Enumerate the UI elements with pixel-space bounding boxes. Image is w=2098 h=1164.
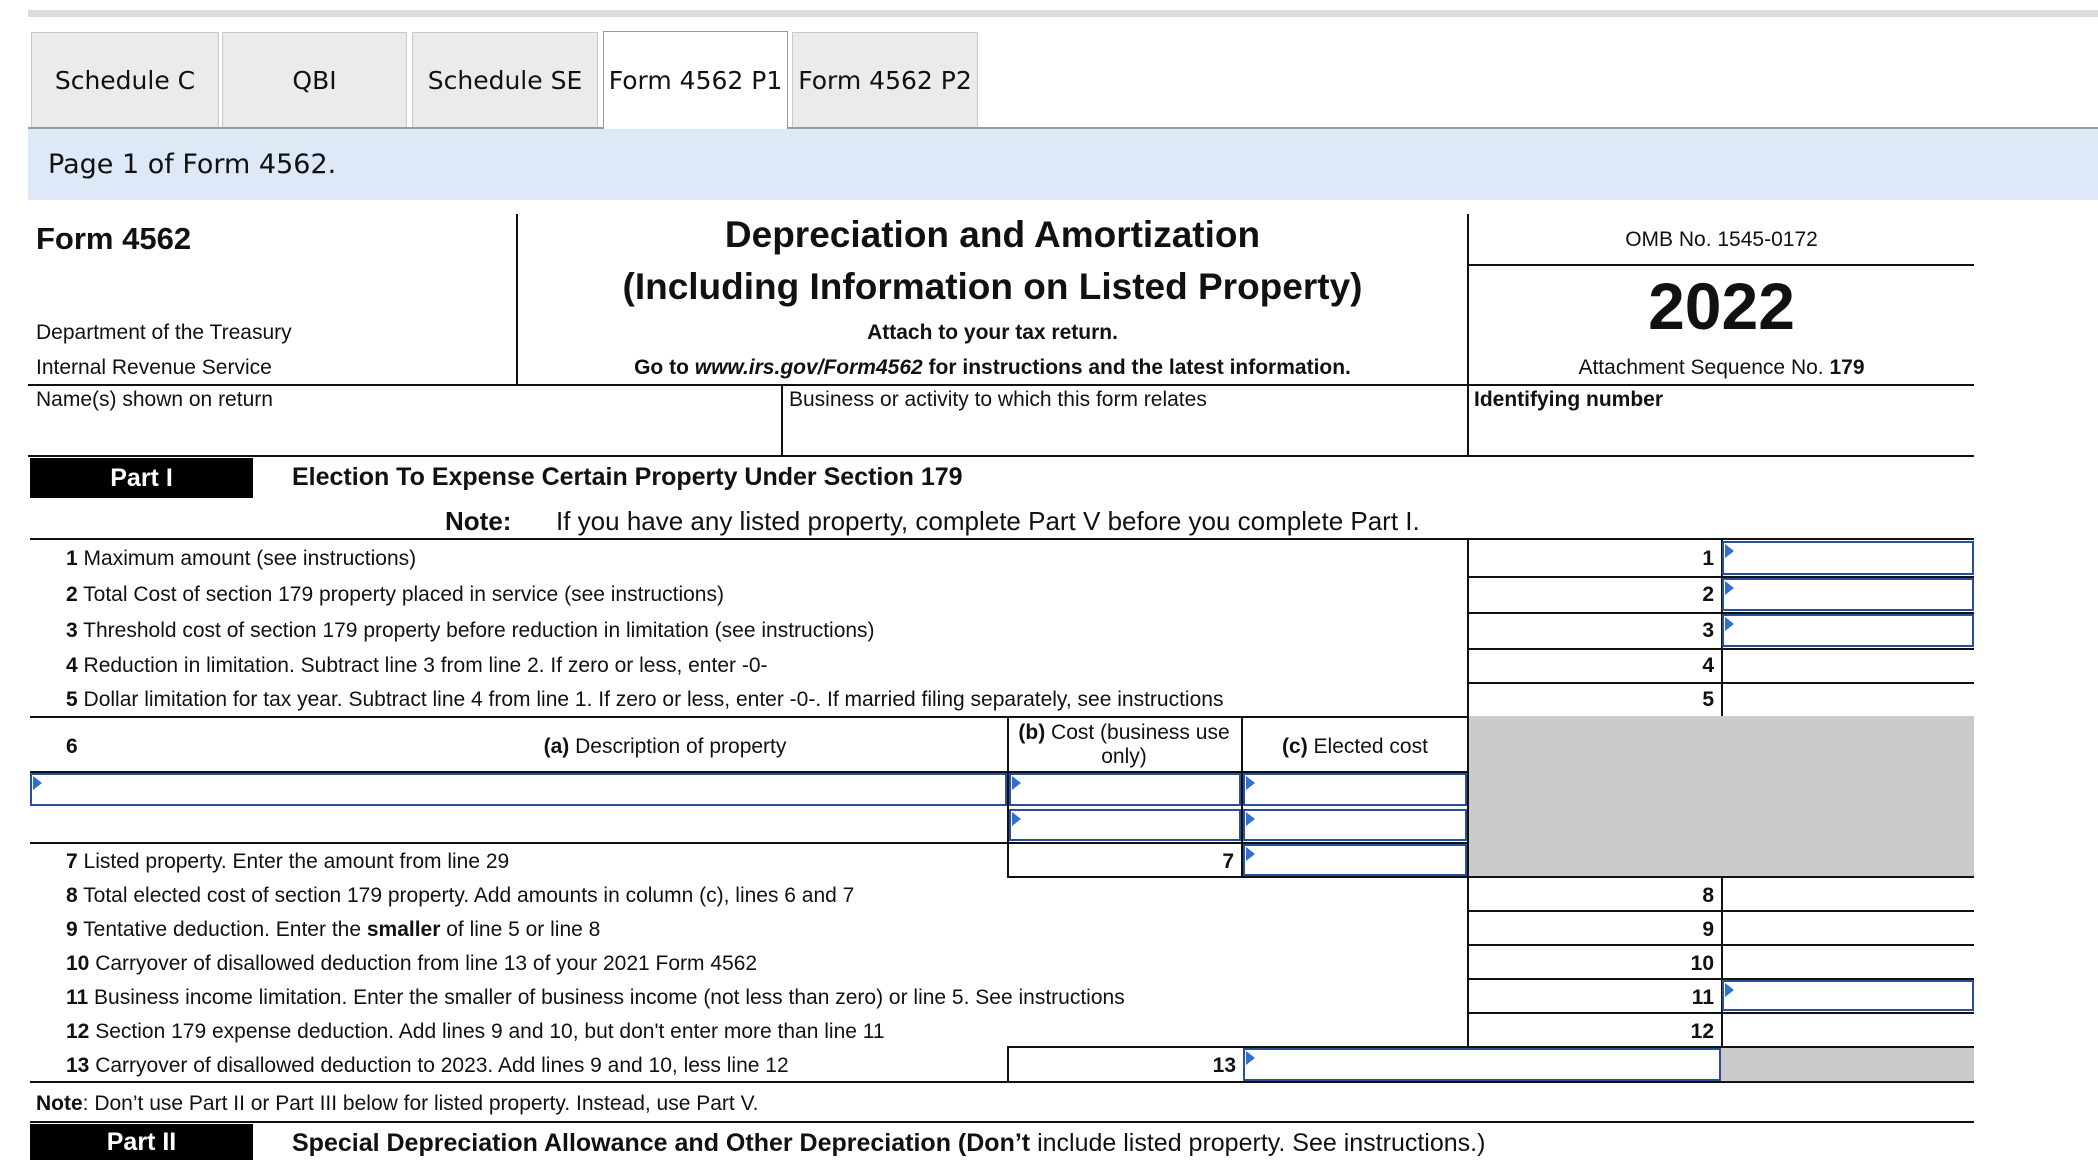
omb-divider xyxy=(1467,264,1974,266)
part1-tag xyxy=(30,458,253,498)
header-bottom-rule xyxy=(28,384,1974,386)
line6-7-shaded-area xyxy=(1467,716,1974,876)
note2-text: : Don’t use Part II or Part III below for listed property. Instead, use Part V. xyxy=(82,1092,759,1115)
line-10-number: 10 xyxy=(66,952,90,975)
tab-form-4562-p2[interactable]: Form 4562 P2 xyxy=(792,32,978,127)
line-1-box-number: 1 xyxy=(1702,547,1714,570)
line13-box-left xyxy=(1007,1046,1009,1082)
page-banner xyxy=(28,129,2098,200)
line-2-box-number: 2 xyxy=(1702,583,1714,606)
line-5 xyxy=(66,688,1223,712)
seq-label: Attachment Sequence No. xyxy=(1578,356,1824,379)
tab-schedule-c[interactable]: Schedule C xyxy=(31,32,219,127)
line-5-box-number: 5 xyxy=(1702,688,1714,711)
line-2-text: Total Cost of section 179 property placed in service (see instructions) xyxy=(83,583,724,606)
line-9-text-pre: Tentative deduction. Enter the xyxy=(83,918,367,941)
line-1-number: 1 xyxy=(66,547,78,570)
omb-number: OMB No. 1545-0172 xyxy=(1625,228,1818,251)
line-11-box-number: 11 xyxy=(1691,986,1714,1009)
col-a-label: Description of property xyxy=(569,735,787,758)
irs-url-link[interactable]: www.irs.gov/Form4562 xyxy=(694,356,923,379)
attach-note: Attach to your tax return. xyxy=(867,321,1118,344)
col-b-label: Cost (business use only) xyxy=(1045,721,1230,768)
top-bar xyxy=(28,10,2098,17)
part2-preface-note xyxy=(36,1092,759,1116)
line-12-number: 12 xyxy=(66,1020,90,1043)
line-11-text: Business income limitation. Enter the smaller of business income (not less than zero) or line 5. See instructions xyxy=(94,986,1125,1009)
lines1-5-divider xyxy=(1467,538,1469,716)
line-6-elected-cost-input-2[interactable] xyxy=(1243,809,1467,841)
line-11 xyxy=(66,986,1125,1010)
tab-qbi[interactable]: QBI xyxy=(222,32,407,127)
col-a-letter: (a) xyxy=(543,735,570,758)
line7-bottom-rule xyxy=(1007,876,1974,878)
line-3-amount-input[interactable] xyxy=(1722,614,1974,647)
goto-post: for instructions and the latest information. xyxy=(922,356,1351,379)
page-banner-text: Page 1 of Form 4562. xyxy=(48,149,337,180)
line-8-box-number: 8 xyxy=(1702,884,1714,907)
line-1-text: Maximum amount (see instructions) xyxy=(83,547,417,570)
line6-right-divider xyxy=(1467,716,1469,878)
line-2 xyxy=(66,583,724,607)
lines8-12-amount-divider xyxy=(1721,876,1723,1046)
line-6-description-input-1[interactable] xyxy=(30,773,1007,806)
line-9 xyxy=(66,918,600,942)
col-b-header xyxy=(1009,721,1239,769)
line-7-text: Listed property. Enter the amount from line 29 xyxy=(83,850,510,873)
name-row-bottom-rule xyxy=(28,455,1974,457)
col-c-label: Elected cost xyxy=(1307,735,1428,758)
line-10-text: Carryover of disallowed deduction from line 13 of your 2021 Form 4562 xyxy=(95,952,758,975)
line13-bottom-rule xyxy=(30,1081,1974,1083)
line-6-cost-input-2[interactable] xyxy=(1009,809,1241,841)
line-5-text: Dollar limitation for tax year. Subtract line 4 from line 1. If zero or less, enter -0-. If married filing separately, see instructions xyxy=(83,688,1224,711)
line-6-number: 6 xyxy=(66,735,78,758)
seq-number: 179 xyxy=(1829,356,1865,379)
line13-shaded-cell xyxy=(1721,1048,1974,1081)
line-13-number: 13 xyxy=(66,1054,90,1077)
line-7 xyxy=(66,850,509,874)
col-b-letter: (b) xyxy=(1018,721,1046,744)
lines8-12-divider xyxy=(1467,876,1469,1046)
part1-tag-text: Part I xyxy=(110,463,173,492)
line-1 xyxy=(66,547,416,571)
col-c-header xyxy=(1243,735,1467,759)
note2-label: Note xyxy=(36,1092,83,1115)
part1-title: Election To Expense Certain Property Under Section 179 xyxy=(292,463,963,491)
line-7-elected-cost-input[interactable] xyxy=(1243,844,1467,876)
line-6-elected-cost-input-1[interactable] xyxy=(1243,773,1467,806)
line-8-number: 8 xyxy=(66,884,78,907)
line-8 xyxy=(66,884,854,908)
part1-note-label: Note: xyxy=(445,506,512,536)
part2-title-rest: include listed property. See instructions.) xyxy=(1030,1129,1486,1157)
col-c-letter: (c) xyxy=(1282,735,1308,758)
dept-treasury: Department of the Treasury xyxy=(36,321,292,344)
form-title: Depreciation and Amortization xyxy=(724,214,1261,255)
line-3-number: 3 xyxy=(66,619,78,642)
line-3 xyxy=(66,619,875,643)
line-12 xyxy=(66,1020,885,1044)
irs-label: Internal Revenue Service xyxy=(36,356,272,379)
attachment-sequence xyxy=(1469,356,1974,380)
name-shown-label: Name(s) shown on return xyxy=(36,388,273,411)
line-5-number: 5 xyxy=(66,688,78,711)
line9-top-rule xyxy=(1467,910,1974,912)
line-4-number: 4 xyxy=(66,654,78,677)
line1-top-rule xyxy=(30,538,1974,540)
line-12-box-number: 12 xyxy=(1690,1020,1714,1043)
tax-year: 2022 xyxy=(1648,269,1795,343)
goto-pre: Go to xyxy=(634,356,695,379)
tab-schedule-se[interactable]: Schedule SE xyxy=(412,32,598,127)
line-10 xyxy=(66,952,757,976)
line-2-number: 2 xyxy=(66,583,78,606)
line-9-text-post: of line 5 or line 8 xyxy=(440,918,601,941)
form-name: Form 4562 xyxy=(36,221,192,256)
part1-note-text: If you have any listed property, complete Part V before you complete Part I. xyxy=(556,506,1420,536)
part2-tag-text: Part II xyxy=(106,1127,177,1156)
line-8-text: Total elected cost of section 179 property. Add amounts in column (c), lines 6 and 7 xyxy=(83,884,855,907)
line-13-amount-input[interactable] xyxy=(1243,1048,1721,1081)
line-7-box-number: 7 xyxy=(1222,850,1234,873)
line-9-number: 9 xyxy=(66,918,78,941)
line-9-text-bold: smaller xyxy=(366,918,441,941)
identifying-number-label: Identifying number xyxy=(1474,388,1663,411)
part2-title-bold: Special Depreciation Allowance and Other Depreciation (Don’t xyxy=(292,1129,1031,1157)
line-13-box-number: 13 xyxy=(1212,1054,1236,1077)
line10-top-rule xyxy=(1467,944,1974,946)
line-13-text: Carryover of disallowed deduction to 2023. Add lines 9 and 10, less line 12 xyxy=(95,1054,789,1077)
line-10-box-number: 10 xyxy=(1690,952,1714,975)
line-2-amount-input[interactable] xyxy=(1722,578,1974,611)
line-11-number: 11 xyxy=(66,986,89,1009)
line12-top-rule xyxy=(1467,1012,1974,1014)
line-13 xyxy=(66,1054,789,1078)
part2-title xyxy=(292,1129,1485,1158)
part2-top-rule xyxy=(30,1121,1974,1123)
form-subtitle: (Including Information on Listed Property) xyxy=(622,266,1363,307)
line-4-box-number: 4 xyxy=(1702,654,1714,677)
line-7-number: 7 xyxy=(66,850,78,873)
part2-tag xyxy=(30,1124,253,1160)
line-3-box-number: 3 xyxy=(1702,619,1714,642)
line-3-text: Threshold cost of section 179 property before reduction in limitation (see instructions) xyxy=(83,619,875,642)
tab-form-4562-p1[interactable]: Form 4562 P1 xyxy=(603,31,788,129)
line-9-box-number: 9 xyxy=(1702,918,1714,941)
goto-note xyxy=(518,356,1467,380)
line-4 xyxy=(66,654,768,678)
line-1-amount-input[interactable] xyxy=(1722,541,1974,575)
line-12-text: Section 179 expense deduction. Add lines 9 and 10, but don't enter more than line 11 xyxy=(95,1020,885,1043)
business-activity-label: Business or activity to which this form relates xyxy=(789,388,1207,411)
line-6-cost-input-1[interactable] xyxy=(1009,773,1241,806)
line-11-amount-input[interactable] xyxy=(1722,980,1974,1011)
name-divider xyxy=(781,384,783,456)
line-4-text: Reduction in limitation. Subtract line 3 from line 2. If zero or less, enter -0- xyxy=(83,654,768,677)
